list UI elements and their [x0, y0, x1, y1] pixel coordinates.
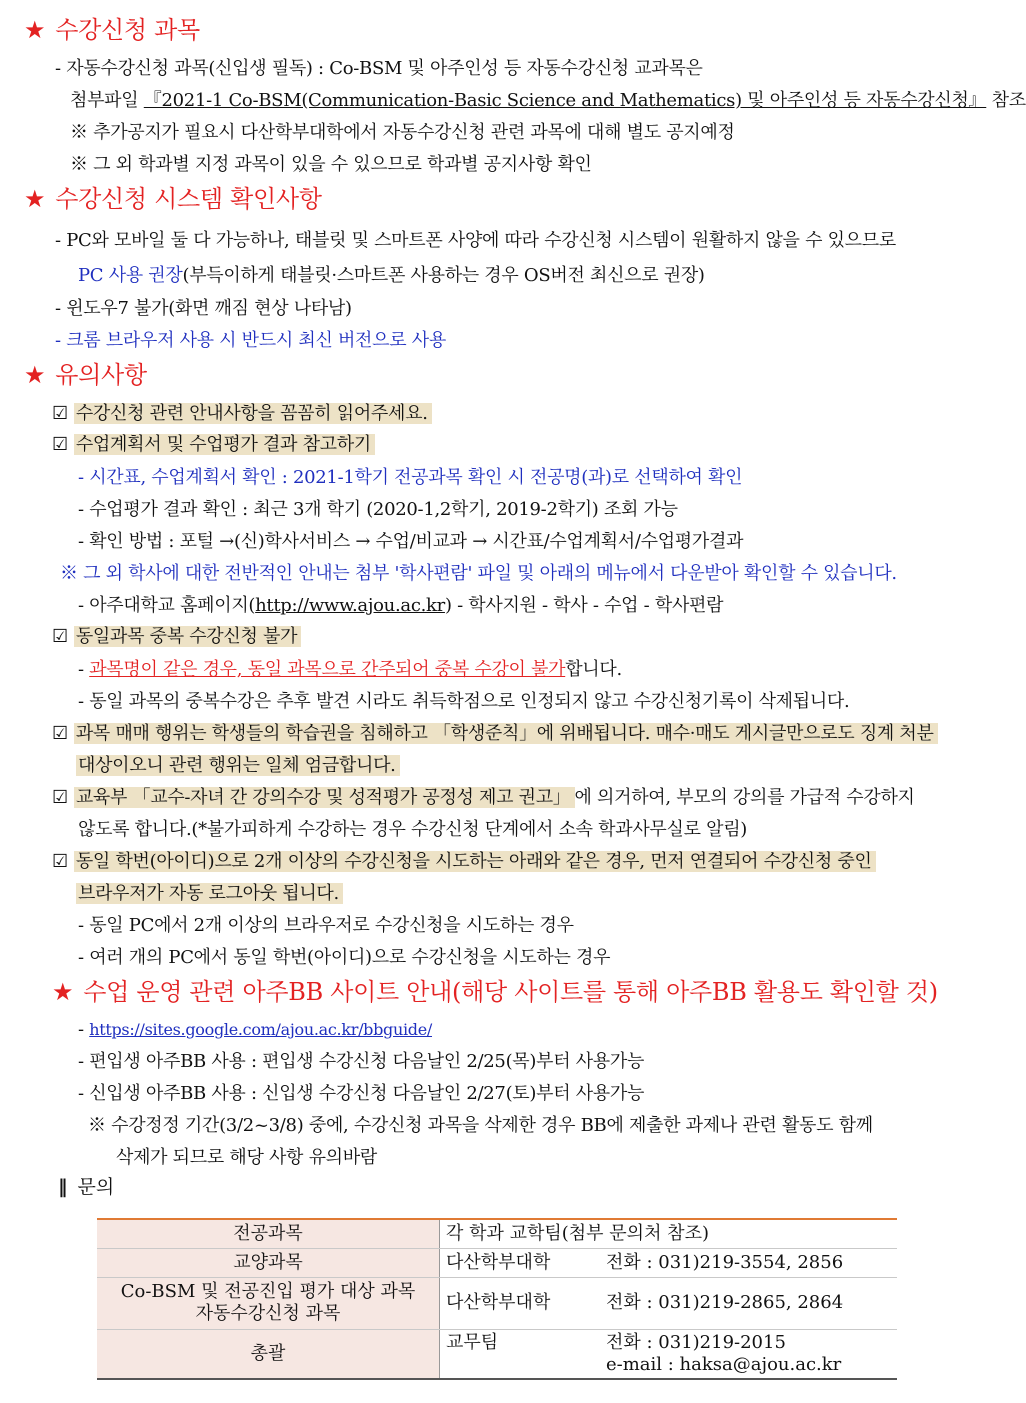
double-bar-icon: ‖ — [58, 1176, 68, 1198]
freshman-bb-usage: - 신입생 아주BB 사용 : 신입생 수강신청 다음날인 2/27(토)부터 사용가능 — [78, 1083, 645, 1104]
device-support-text: - PC와 모바일 둘 다 가능하나, 태블릿 및 스마트폰 사양에 따라 수강신청 시스템이 원활하지 않을 수 있으므로 — [55, 230, 896, 251]
check-item-auto-logout: ☑ 동일 학번(아이디)으로 2개 이상의 수강신청을 시도하는 아래와 같은 경우, 먼저 연결되어 수강신청 중인 — [52, 849, 876, 875]
checkbox-icon: ☑ — [52, 787, 68, 808]
contact-org: 다산학부대학 — [446, 1292, 551, 1313]
checkbox-icon: ☑ — [52, 434, 68, 455]
pc-recommendation: PC 사용 권장(부득이하게 태블릿·스마트폰 사용하는 경우 OS버전 최신으로 권장) — [78, 265, 705, 286]
table-row — [97, 1248, 897, 1277]
note-additional-notice: ※ 추가공지가 필요시 다산학부대학에서 자동수강신청 관련 과목에 대해 별도 공지예정 — [70, 122, 735, 143]
contact-key: 교양과목 — [97, 1248, 440, 1277]
check-item-parent-course: ☑ 교육부 「교수-자녀 간 강의수강 및 성적평가 공정성 제고 권고」 에 의거하여, 부모의 강의를 가급적 수강하지 — [52, 785, 915, 811]
check-item-duplicate: ☑ 동일과목 중복 수강신청 불가 — [52, 624, 301, 650]
same-pc-case: - 동일 PC에서 2개 이상의 브라우저로 수강신청을 시도하는 경우 — [78, 915, 574, 936]
section-heading-course-registration-subjects: ★ 수강신청 과목 — [24, 16, 200, 44]
duplicate-rule-text: - 과목명이 같은 경우, 동일 과목으로 간주되어 중복 수강이 불가합니다. — [78, 659, 622, 680]
transfer-bb-usage: - 편입생 아주BB 사용 : 편입생 수강신청 다음날인 2/25(목)부터 사용가능 — [78, 1051, 645, 1072]
star-icon: ★ — [24, 361, 46, 389]
timetable-check-text: - 시간표, 수업계획서 확인 : 2021-1학기 전공과목 확인 시 전공명(과)로 선택하여 확인 — [78, 467, 743, 488]
checkbox-icon: ☑ — [52, 723, 68, 744]
checkbox-icon: ☑ — [52, 851, 68, 872]
checkbox-icon: ☑ — [52, 626, 68, 647]
contact-key: 전공과목 — [97, 1219, 440, 1248]
table-row — [97, 1277, 897, 1329]
multiple-pc-case: - 여러 개의 PC에서 동일 학번(아이디)으로 수강신청을 시도하는 경우 — [78, 947, 611, 968]
attachment-title: 『2021-1 Co-BSM(Communication-Basic Science and Mathematics) 및 아주인성 등 자동수강신청』 — [143, 90, 987, 111]
inquiry-heading: ‖ 문의 — [58, 1176, 115, 1198]
parent-course-text-2: 않도록 합니다.(*불가피하게 수강하는 경우 수강신청 단계에서 소속 학과사무실로 알림) — [78, 819, 748, 840]
homepage-path: - 아주대학교 홈페이지(http://www.ajou.ac.kr) - 학사지원 - 학사 - 수업 - 학사편람 — [78, 595, 724, 616]
contact-org: 교무팀 — [446, 1331, 499, 1353]
course-trading-text-2: 대상이오니 관련 행위는 일체 엄금합니다. — [76, 753, 400, 779]
check-item-read-guide: ☑ 수강신청 관련 안내사항을 꼼꼼히 읽어주세요. — [52, 401, 432, 427]
auto-registration-text: - 자동수강신청 과목(신입생 필독) : Co-BSM 및 아주인성 등 자동수강신청 교과목은 — [55, 58, 703, 79]
contact-table — [97, 1218, 897, 1380]
contact-email: e-mail : haksa@ajou.ac.kr — [606, 1353, 842, 1375]
contact-phone: 전화 : 031)219-2865, 2864 — [606, 1292, 844, 1313]
handbook-note: ※ 그 외 학사에 대한 전반적인 안내는 첨부 '학사편람' 파일 및 아래의 메뉴에서 다운받아 확인할 수 있습니다. — [60, 563, 897, 584]
ajou-homepage-link[interactable]: http://www.ajou.ac.kr — [255, 595, 445, 616]
contact-key-line2: 자동수강신청 과목 — [195, 1303, 341, 1324]
auto-logout-text-2: 브라우저가 자동 로그아웃 됩니다. — [76, 881, 343, 907]
drop-period-note: ※ 수강정정 기간(3/2~3/8) 중에, 수강신청 과목을 삭제한 경우 BB에 제출한 과제나 관련 활동도 함께 — [88, 1115, 873, 1136]
bbguide-link-line: - https://sites.google.com/ajou.ac.kr/bbguide/ — [78, 1019, 433, 1040]
attachment-reference: 첨부파일 『2021-1 Co-BSM(Communication-Basic Science and Mathematics) 및 아주인성 등 자동수강신청』 참조 — [70, 90, 1026, 111]
table-row — [97, 1219, 897, 1248]
note-department-courses: ※ 그 외 학과별 지정 과목이 있을 수 있으므로 학과별 공지사항 확인 — [70, 154, 592, 175]
check-item-course-trading: ☑ 과목 매매 행위는 학생들의 학습권을 침해하고 「학생준칙」에 위배됩니다. 매수·매도 게시글만으로도 징계 처분 — [52, 721, 938, 747]
contact-org: 각 학과 교학팀(첨부 문의처 참조) — [440, 1219, 898, 1248]
contact-phone: 전화 : 031)219-3554, 2856 — [606, 1251, 844, 1273]
star-icon: ★ — [24, 16, 46, 44]
contact-phone: 전화 : 031)219-2015 — [606, 1331, 786, 1353]
check-method-text: - 확인 방법 : 포털 →(신)학사서비스 → 수업/비교과 → 시간표/수업계획서/수업평가결과 — [78, 531, 744, 552]
drop-period-note-2: 삭제가 되므로 해당 사항 유의바람 — [116, 1147, 377, 1168]
table-row — [97, 1329, 897, 1379]
check-item-syllabus: ☑ 수업계획서 및 수업평가 결과 참고하기 — [52, 432, 375, 458]
contact-key: 총괄 — [97, 1329, 440, 1379]
bbguide-link[interactable]: https://sites.google.com/ajou.ac.kr/bbguide/ — [89, 1020, 433, 1039]
section-heading-ajoubb: ★ 수업 운영 관련 아주BB 사이트 안내(해당 사이트를 통해 아주BB 활용도 확인할 것) — [52, 978, 938, 1006]
star-icon: ★ — [52, 978, 74, 1006]
contact-key-line1: Co-BSM 및 전공진입 평가 대상 과목 — [120, 1281, 416, 1302]
duplicate-consequence-text: - 동일 과목의 중복수강은 추후 발견 시라도 취득학점으로 인정되지 않고 수강신청기록이 삭제됩니다. — [78, 691, 850, 712]
section-heading-precautions: ★ 유의사항 — [24, 361, 147, 389]
evaluation-check-text: - 수업평가 결과 확인 : 최근 3개 학기 (2020-1,2학기, 2019-2학기) 조회 가능 — [78, 499, 678, 520]
checkbox-icon: ☑ — [52, 403, 68, 424]
chrome-latest-version: - 크롬 브라우저 사용 시 반드시 최신 버전으로 사용 — [55, 330, 446, 351]
star-icon: ★ — [24, 185, 46, 213]
section-heading-system-check: ★ 수강신청 시스템 확인사항 — [24, 185, 322, 213]
contact-org: 다산학부대학 — [446, 1251, 551, 1273]
windows7-unsupported: - 윈도우7 불가(화면 깨짐 현상 나타남) — [55, 298, 352, 319]
